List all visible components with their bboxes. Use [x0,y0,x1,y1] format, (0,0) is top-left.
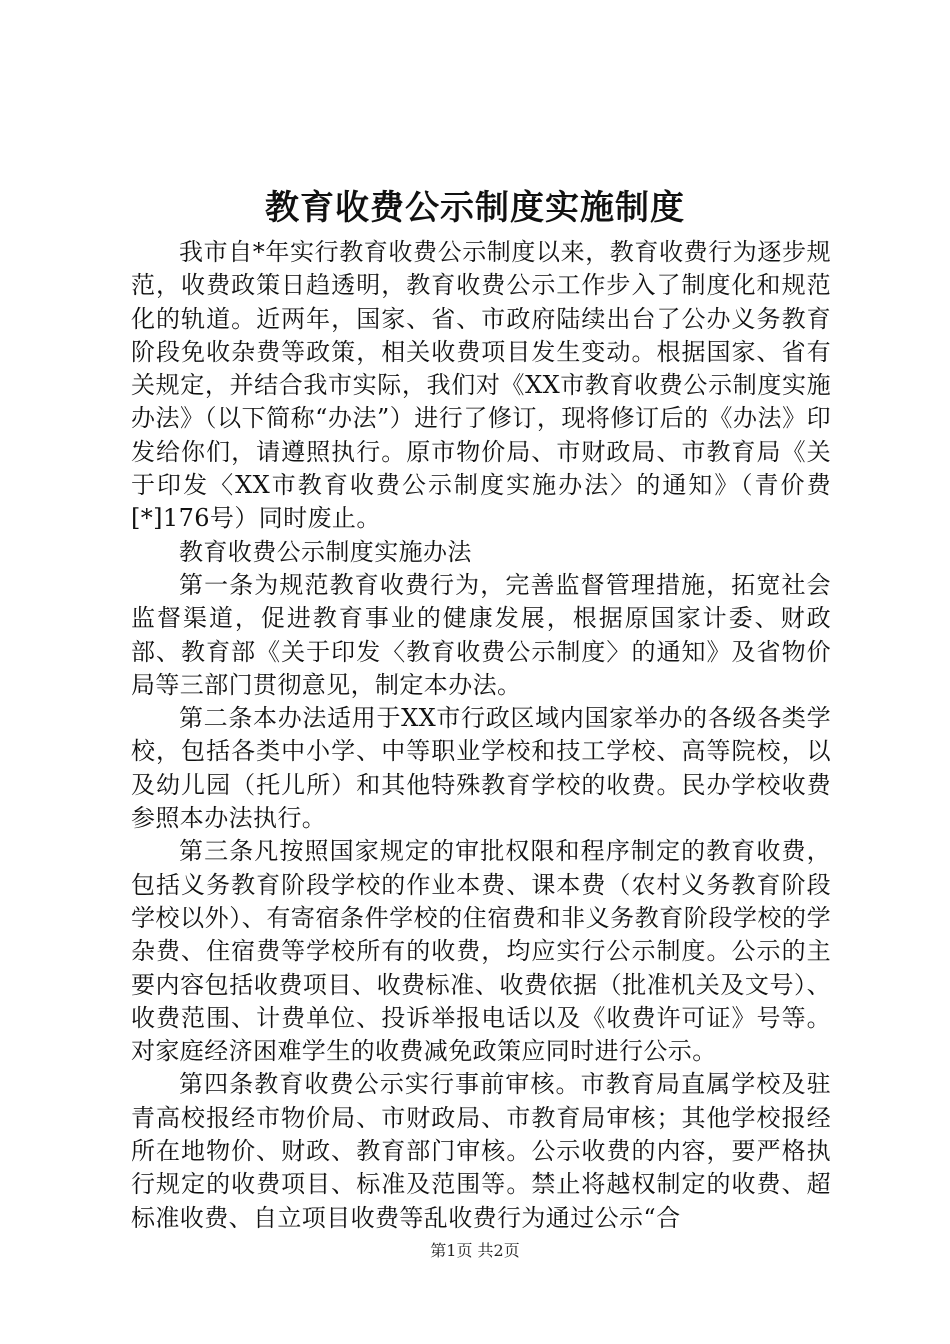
page-number-footer: 第1页 共2页 [430,1241,520,1260]
document-title: 教育收费公示制度实施制度 [265,188,685,228]
paragraph-article-1: 第一条为规范教育收费行为，完善监督管理措施，拓宽社会监督渠道，促进教育事业的健康发展，根据原国家计委、财政部、教育部《关于印发〈教育收费公示制度〉的通知》及省物价局等三部门贯彻意见，制定本办法。 [131,570,831,699]
paragraph-intro: 我市自*年实行教育收费公示制度以来，教育收费行为逐步规范，收费政策日趋透明，教育收费公示工作步入了制度化和规范化的轨道。近两年，国家、省、市政府陆续出台了公办义务教育阶段免收杂费等政策，相关收费项目发生变动。根据国家、省有关规定，并结合我市实际，我们对《XX市教育收费公示制度实施办法》（以下简称“办法”）进行了修订，现将修订后的《办法》印发给你们，请遵照执行。原市物价局、市财政局、市教育局《关于印发〈XX市教育收费公示制度实施办法〉的通知》（青价费[*]176号）同时废止。 [131,238,831,533]
paragraph-article-2: 第二条本办法适用于XX市行政区域内国家举办的各级各类学校，包括各类中小学、中等职业学校和技工学校、高等院校，以及幼儿园（托儿所）和其他特殊教育学校的收费。民办学校收费参照本办法执行。 [131,704,831,833]
document-body [131,236,831,1235]
paragraph-subtitle: 教育收费公示制度实施办法 [179,537,472,566]
paragraph-article-3: 第三条凡按照国家规定的审批权限和程序制定的教育收费，包括义务教育阶段学校的作业本费、课本费（农村义务教育阶段学校以外）、有寄宿条件学校的住宿费和非义务教育阶段学校的学杂费、住宿费等学校所有的收费，均应实行公示制度。公示的主要内容包括收费项目、收费标准、收费依据（批准机关及文号）、收费范围、计费单位、投诉举报电话以及《收费许可证》号等。对家庭经济困难学生的收费减免政策应同时进行公示。 [131,837,831,1066]
paragraph-article-4: 第四条教育收费公示实行事前审核。市教育局直属学校及驻青高校报经市物价局、市财政局、市教育局审核；其他学校报经所在地物价、财政、教育部门审核。公示收费的内容，要严格执行规定的收费项目、标准及范围等。禁止将越权制定的收费、超标准收费、自立项目收费等乱收费行为通过公示“合 [131,1070,831,1232]
